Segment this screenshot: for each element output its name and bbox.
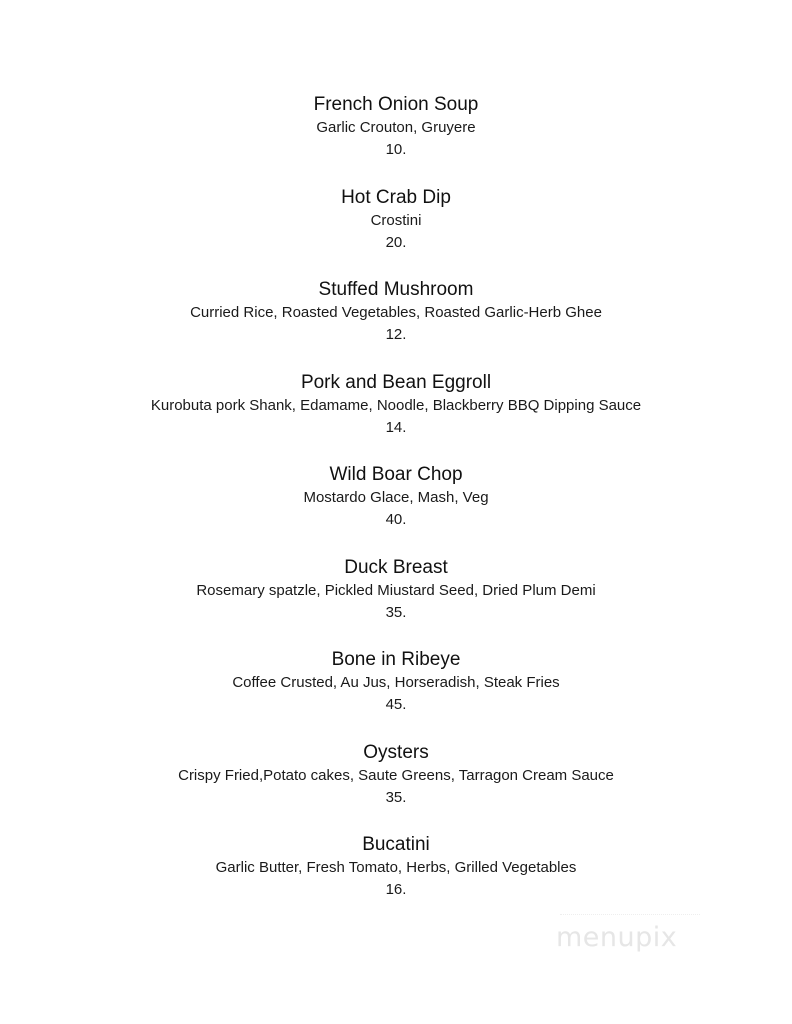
menu-item-bucatini [0, 832, 792, 925]
menu-item-bone-in-ribeye [0, 647, 792, 740]
item-description: Crispy Fried,Potato cakes, Saute Greens, Tarragon Cream Sauce [178, 766, 614, 784]
item-name: Oysters [363, 741, 429, 763]
menupix-watermark: menupix [556, 922, 678, 953]
item-description: Garlic Crouton, Gruyere [316, 119, 476, 136]
item-description: Mostardo Glace, Mash, Veg [303, 489, 489, 506]
menu-item-french-onion-soup [0, 92, 792, 185]
item-description: Crostini [370, 211, 422, 229]
menu-item-oysters [0, 740, 792, 833]
item-name: Pork and Bean Eggroll [300, 371, 492, 393]
menu-item-duck-breast [0, 555, 792, 648]
item-price: 35. [385, 788, 407, 806]
item-name: French Onion Soup [313, 94, 479, 115]
item-price: 14. [385, 418, 407, 436]
menu-item-hot-crab-dip [0, 185, 792, 278]
item-price: 20. [385, 233, 407, 251]
watermark-divider [560, 914, 700, 916]
item-price: 16. [385, 881, 407, 898]
item-price: 45. [385, 696, 407, 713]
menu-item-pork-and-bean-eggroll [0, 370, 792, 463]
menu-list [0, 92, 792, 925]
item-name: Hot Crab Dip [341, 186, 451, 208]
menu-item-stuffed-mushroom [0, 277, 792, 370]
item-description: Coffee Crusted, Au Jus, Horseradish, Steak Fries [232, 674, 560, 691]
item-name: Wild Boar Chop [329, 464, 463, 485]
item-description: Curried Rice, Roasted Vegetables, Roasted Garlic-Herb Ghee [190, 304, 602, 321]
menu-item-wild-boar-chop [0, 462, 792, 555]
item-description: Kurobuta pork Shank, Edamame, Noodle, Blackberry BBQ Dipping Sauce [150, 396, 642, 414]
item-name: Bone in Ribeye [331, 649, 461, 670]
item-price: 35. [385, 603, 407, 621]
item-description: Rosemary spatzle, Pickled Miustard Seed, Dried Plum Demi [196, 581, 596, 599]
item-name: Stuffed Mushroom [318, 279, 474, 300]
item-price: 40. [385, 511, 407, 528]
item-name: Bucatini [362, 834, 430, 855]
item-name: Duck Breast [344, 556, 448, 578]
item-price: 10. [385, 141, 407, 158]
item-price: 12. [385, 326, 407, 343]
item-description: Garlic Butter, Fresh Tomato, Herbs, Grilled Vegetables [215, 859, 577, 876]
